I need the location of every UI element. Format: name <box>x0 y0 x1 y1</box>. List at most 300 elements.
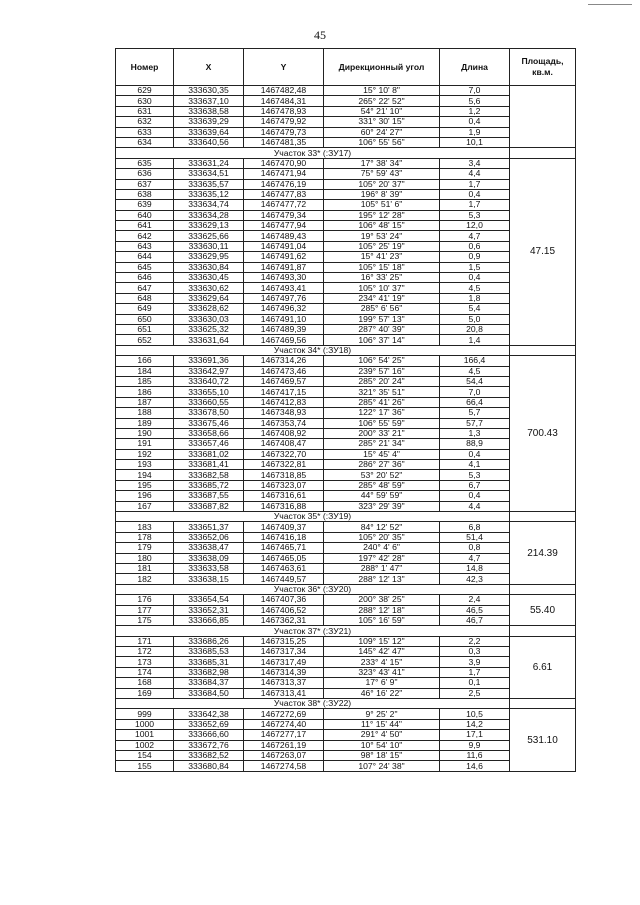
length: 12,0 <box>440 221 510 231</box>
coord-y: 1467482,48 <box>244 86 324 96</box>
coord-y: 1467471,94 <box>244 169 324 179</box>
coord-x: 333652,31 <box>174 605 244 615</box>
area-spacer <box>510 345 576 355</box>
table-row <box>116 356 576 366</box>
table-row <box>116 241 576 251</box>
table-row <box>116 283 576 293</box>
section-title: Участок 38* (:ЗУ22) <box>116 699 510 709</box>
direction-angle: 195° 12' 28" <box>324 210 440 220</box>
coord-x: 333638,15 <box>174 574 244 584</box>
coord-y: 1467470,90 <box>244 158 324 168</box>
length: 3,9 <box>440 657 510 667</box>
area-value: 55.40 <box>510 595 576 626</box>
direction-angle: 285° 20' 24" <box>324 376 440 386</box>
coord-x: 333640,56 <box>174 137 244 147</box>
coord-y: 1467261,19 <box>244 740 324 750</box>
length: 5,4 <box>440 304 510 314</box>
coord-x: 333682,58 <box>174 470 244 480</box>
length: 2,4 <box>440 595 510 605</box>
coord-x: 333631,24 <box>174 158 244 168</box>
length: 7,0 <box>440 86 510 96</box>
point-number: 187 <box>116 397 174 407</box>
coord-y: 1467477,83 <box>244 189 324 199</box>
direction-angle: 199° 57' 13" <box>324 314 440 324</box>
point-number: 185 <box>116 376 174 386</box>
coord-y: 1467277,17 <box>244 730 324 740</box>
table-row <box>116 117 576 127</box>
coord-x: 333631,64 <box>174 335 244 345</box>
point-number: 640 <box>116 210 174 220</box>
coord-y: 1467493,30 <box>244 273 324 283</box>
table-row <box>116 86 576 96</box>
point-number: 169 <box>116 688 174 698</box>
point-number: 177 <box>116 605 174 615</box>
direction-angle: 285° 41' 26" <box>324 397 440 407</box>
length: 166,4 <box>440 356 510 366</box>
direction-angle: 122° 17' 36" <box>324 408 440 418</box>
direction-angle: 46° 16' 22" <box>324 688 440 698</box>
length: 88,9 <box>440 439 510 449</box>
header-length: Длина <box>440 49 510 86</box>
length: 5,3 <box>440 470 510 480</box>
table-row <box>116 293 576 303</box>
table-row <box>116 376 576 386</box>
coord-x: 333639,64 <box>174 127 244 137</box>
direction-angle: 105° 51' 6" <box>324 200 440 210</box>
coord-x: 333642,97 <box>174 366 244 376</box>
direction-angle: 105° 25' 19" <box>324 241 440 251</box>
table-row <box>116 324 576 334</box>
direction-angle: 75° 59' 43" <box>324 169 440 179</box>
coord-x: 333666,85 <box>174 615 244 625</box>
table-row <box>116 730 576 740</box>
coord-x: 333630,35 <box>174 86 244 96</box>
direction-angle: 106° 55' 56" <box>324 137 440 147</box>
point-number: 639 <box>116 200 174 210</box>
point-number: 193 <box>116 460 174 470</box>
direction-angle: 285° 6' 56" <box>324 304 440 314</box>
coord-x: 333629,95 <box>174 252 244 262</box>
table-header-row <box>116 49 576 86</box>
coord-y: 1467493,41 <box>244 283 324 293</box>
point-number: 635 <box>116 158 174 168</box>
point-number: 651 <box>116 324 174 334</box>
coord-y: 1467479,73 <box>244 127 324 137</box>
coord-x: 333639,29 <box>174 117 244 127</box>
coord-x: 333680,84 <box>174 761 244 771</box>
table-row <box>116 480 576 490</box>
coord-x: 333682,52 <box>174 751 244 761</box>
table-row <box>116 158 576 168</box>
coord-y: 1467274,40 <box>244 719 324 729</box>
coord-x: 333684,50 <box>174 688 244 698</box>
direction-angle: 60° 24' 27" <box>324 127 440 137</box>
table-row <box>116 428 576 438</box>
table-row <box>116 678 576 688</box>
point-number: 632 <box>116 117 174 127</box>
section-title: Участок 35* (:ЗУ19) <box>116 512 510 522</box>
table-row <box>116 221 576 231</box>
length: 14,2 <box>440 719 510 729</box>
length: 0,9 <box>440 252 510 262</box>
direction-angle: 331° 30' 15" <box>324 117 440 127</box>
table-row <box>116 210 576 220</box>
direction-angle: 285° 48' 59" <box>324 480 440 490</box>
point-number: 194 <box>116 470 174 480</box>
coord-x: 333681,02 <box>174 449 244 459</box>
coord-y: 1467313,37 <box>244 678 324 688</box>
point-number: 154 <box>116 751 174 761</box>
section-title: Участок 34* (:ЗУ18) <box>116 345 510 355</box>
length: 4,4 <box>440 169 510 179</box>
area-spacer <box>510 699 576 709</box>
length: 11,6 <box>440 751 510 761</box>
table-row <box>116 387 576 397</box>
coord-y: 1467316,61 <box>244 491 324 501</box>
coord-x: 333686,26 <box>174 636 244 646</box>
coord-y: 1467463,61 <box>244 563 324 573</box>
point-number: 180 <box>116 553 174 563</box>
direction-angle: 291° 4' 50" <box>324 730 440 740</box>
coord-x: 333660,55 <box>174 397 244 407</box>
coord-x: 333678,50 <box>174 408 244 418</box>
length: 5,3 <box>440 210 510 220</box>
direction-angle: 323° 43' 41" <box>324 667 440 677</box>
length: 4,4 <box>440 501 510 511</box>
direction-angle: 145° 42' 47" <box>324 647 440 657</box>
direction-angle: 239° 57' 16" <box>324 366 440 376</box>
direction-angle: 19° 53' 24" <box>324 231 440 241</box>
point-number: 171 <box>116 636 174 646</box>
length: 4,7 <box>440 553 510 563</box>
table-row <box>116 449 576 459</box>
coord-x: 333654,54 <box>174 595 244 605</box>
point-number: 186 <box>116 387 174 397</box>
length: 1,7 <box>440 179 510 189</box>
coord-x: 333634,28 <box>174 210 244 220</box>
direction-angle: 17° 38' 34" <box>324 158 440 168</box>
coord-x: 333672,76 <box>174 740 244 750</box>
direction-angle: 10° 54' 10" <box>324 740 440 750</box>
section-title: Участок 37* (:ЗУ21) <box>116 626 510 636</box>
point-number: 167 <box>116 501 174 511</box>
coord-y: 1467496,32 <box>244 304 324 314</box>
coord-x: 333691,36 <box>174 356 244 366</box>
table-row <box>116 719 576 729</box>
table-row <box>116 179 576 189</box>
coord-y: 1467465,05 <box>244 553 324 563</box>
table-row <box>116 667 576 677</box>
table-row <box>116 532 576 542</box>
length: 6,8 <box>440 522 510 532</box>
length: 57,7 <box>440 418 510 428</box>
coord-x: 333682,98 <box>174 667 244 677</box>
point-number: 184 <box>116 366 174 376</box>
point-number: 631 <box>116 106 174 116</box>
length: 46,5 <box>440 605 510 615</box>
point-number: 633 <box>116 127 174 137</box>
direction-angle: 106° 54' 25" <box>324 356 440 366</box>
length: 0,4 <box>440 117 510 127</box>
table-row <box>116 491 576 501</box>
coord-y: 1467469,57 <box>244 376 324 386</box>
coord-x: 333651,37 <box>174 522 244 532</box>
direction-angle: 196° 8' 39" <box>324 189 440 199</box>
direction-angle: 106° 37' 14" <box>324 335 440 345</box>
coord-y: 1467469,56 <box>244 335 324 345</box>
coord-y: 1467491,87 <box>244 262 324 272</box>
point-number: 649 <box>116 304 174 314</box>
length: 0,4 <box>440 189 510 199</box>
point-number: 1001 <box>116 730 174 740</box>
table-row <box>116 657 576 667</box>
point-number: 176 <box>116 595 174 605</box>
coord-x: 333675,46 <box>174 418 244 428</box>
table-row <box>116 647 576 657</box>
point-number: 647 <box>116 283 174 293</box>
length: 46,7 <box>440 615 510 625</box>
coord-x: 333629,64 <box>174 293 244 303</box>
coord-x: 333630,45 <box>174 273 244 283</box>
coord-x: 333638,09 <box>174 553 244 563</box>
direction-angle: 105° 20' 37" <box>324 179 440 189</box>
table-row <box>116 522 576 532</box>
direction-angle: 285° 21' 34" <box>324 439 440 449</box>
coord-x: 333655,10 <box>174 387 244 397</box>
table-row <box>116 418 576 428</box>
direction-angle: 84° 12' 52" <box>324 522 440 532</box>
area-spacer <box>510 148 576 158</box>
direction-angle: 197° 42' 28" <box>324 553 440 563</box>
point-number: 181 <box>116 563 174 573</box>
table-row <box>116 439 576 449</box>
area-value <box>510 86 576 148</box>
header-angle: Дирекционный угол <box>324 49 440 86</box>
coord-y: 1467476,19 <box>244 179 324 189</box>
coord-y: 1467412,83 <box>244 397 324 407</box>
direction-angle: 287° 40' 39" <box>324 324 440 334</box>
length: 0,6 <box>440 241 510 251</box>
area-value: 214.39 <box>510 522 576 584</box>
table-row <box>116 709 576 719</box>
length: 1,7 <box>440 667 510 677</box>
coord-y: 1467316,88 <box>244 501 324 511</box>
table-row <box>116 408 576 418</box>
area-value: 47.15 <box>510 158 576 345</box>
coord-y: 1467407,36 <box>244 595 324 605</box>
direction-angle: 53° 20' 52" <box>324 470 440 480</box>
direction-angle: 106° 55' 59" <box>324 418 440 428</box>
table-row <box>116 314 576 324</box>
table-row <box>116 595 576 605</box>
point-number: 178 <box>116 532 174 542</box>
coord-y: 1467491,04 <box>244 241 324 251</box>
coord-y: 1467322,70 <box>244 449 324 459</box>
point-number: 644 <box>116 252 174 262</box>
coord-y: 1467477,94 <box>244 221 324 231</box>
coord-y: 1467323,07 <box>244 480 324 490</box>
length: 5,7 <box>440 408 510 418</box>
direction-angle: 288° 12' 18" <box>324 605 440 615</box>
point-number: 636 <box>116 169 174 179</box>
length: 4,5 <box>440 283 510 293</box>
coord-x: 333630,03 <box>174 314 244 324</box>
direction-angle: 233° 4' 15" <box>324 657 440 667</box>
point-number: 641 <box>116 221 174 231</box>
length: 7,0 <box>440 387 510 397</box>
section-title-row <box>116 699 576 709</box>
coord-y: 1467477,72 <box>244 200 324 210</box>
length: 14,6 <box>440 761 510 771</box>
coord-y: 1467317,34 <box>244 647 324 657</box>
length: 0,4 <box>440 449 510 459</box>
direction-angle: 109° 15' 12" <box>324 636 440 646</box>
coord-y: 1467481,35 <box>244 137 324 147</box>
direction-angle: 44° 59' 59" <box>324 491 440 501</box>
point-number: 173 <box>116 657 174 667</box>
coord-x: 333634,74 <box>174 200 244 210</box>
table-row <box>116 470 576 480</box>
length: 4,5 <box>440 366 510 376</box>
coord-y: 1467465,71 <box>244 543 324 553</box>
length: 5,6 <box>440 96 510 106</box>
coord-x: 333666,60 <box>174 730 244 740</box>
coord-x: 333635,12 <box>174 189 244 199</box>
coord-x: 333630,84 <box>174 262 244 272</box>
direction-angle: 54° 21' 10" <box>324 106 440 116</box>
coord-y: 1467479,92 <box>244 117 324 127</box>
coord-x: 333630,62 <box>174 283 244 293</box>
coord-y: 1467478,93 <box>244 106 324 116</box>
coord-y: 1467263,07 <box>244 751 324 761</box>
table-row <box>116 189 576 199</box>
direction-angle: 15° 41' 23" <box>324 252 440 262</box>
point-number: 191 <box>116 439 174 449</box>
point-number: 172 <box>116 647 174 657</box>
point-number: 168 <box>116 678 174 688</box>
point-number: 629 <box>116 86 174 96</box>
table-row <box>116 106 576 116</box>
point-number: 645 <box>116 262 174 272</box>
point-number: 188 <box>116 408 174 418</box>
coord-y: 1467489,43 <box>244 231 324 241</box>
length: 0,4 <box>440 491 510 501</box>
section-title-row <box>116 345 576 355</box>
length: 4,7 <box>440 231 510 241</box>
table-row <box>116 761 576 771</box>
point-number: 196 <box>116 491 174 501</box>
header-number: Номер <box>116 49 174 86</box>
area-spacer <box>510 584 576 594</box>
point-number: 642 <box>116 231 174 241</box>
point-number: 643 <box>116 241 174 251</box>
point-number: 634 <box>116 137 174 147</box>
coord-y: 1467408,92 <box>244 428 324 438</box>
table-body <box>116 86 576 772</box>
table-row <box>116 262 576 272</box>
area-spacer <box>510 512 576 522</box>
point-number: 637 <box>116 179 174 189</box>
table-row <box>116 688 576 698</box>
point-number: 183 <box>116 522 174 532</box>
direction-angle: 200° 38' 25" <box>324 595 440 605</box>
coord-x: 333637,10 <box>174 96 244 106</box>
direction-angle: 105° 10' 37" <box>324 283 440 293</box>
length: 0,1 <box>440 678 510 688</box>
coord-y: 1467318,85 <box>244 470 324 480</box>
point-number: 195 <box>116 480 174 490</box>
length: 1,9 <box>440 127 510 137</box>
length: 1,3 <box>440 428 510 438</box>
direction-angle: 234° 41' 19" <box>324 293 440 303</box>
coord-y: 1467491,10 <box>244 314 324 324</box>
length: 1,7 <box>440 200 510 210</box>
section-title-row <box>116 148 576 158</box>
coord-x: 333687,55 <box>174 491 244 501</box>
coord-y: 1467416,18 <box>244 532 324 542</box>
table-row <box>116 740 576 750</box>
coord-y: 1467315,25 <box>244 636 324 646</box>
coord-x: 333635,57 <box>174 179 244 189</box>
coord-x: 333684,37 <box>174 678 244 688</box>
direction-angle: 323° 29' 39" <box>324 501 440 511</box>
coord-x: 333638,47 <box>174 543 244 553</box>
corner-rule <box>588 4 632 5</box>
coord-y: 1467473,46 <box>244 366 324 376</box>
table-row <box>116 169 576 179</box>
header-y: Y <box>244 49 324 86</box>
point-number: 166 <box>116 356 174 366</box>
coord-y: 1467417,15 <box>244 387 324 397</box>
direction-angle: 15° 10' 8" <box>324 86 440 96</box>
coord-x: 333658,66 <box>174 428 244 438</box>
coord-y: 1467317,49 <box>244 657 324 667</box>
page-number: 45 <box>314 28 326 42</box>
point-number: 189 <box>116 418 174 428</box>
coord-y: 1467322,81 <box>244 460 324 470</box>
coord-x: 333685,53 <box>174 647 244 657</box>
coord-x: 333681,41 <box>174 460 244 470</box>
coord-y: 1467409,37 <box>244 522 324 532</box>
point-number: 999 <box>116 709 174 719</box>
point-number: 1000 <box>116 719 174 729</box>
coord-y: 1467484,31 <box>244 96 324 106</box>
table-row <box>116 127 576 137</box>
coord-x: 333634,51 <box>174 169 244 179</box>
table-row <box>116 636 576 646</box>
point-number: 646 <box>116 273 174 283</box>
table-row <box>116 252 576 262</box>
length: 9,9 <box>440 740 510 750</box>
length: 4,1 <box>440 460 510 470</box>
table-row <box>116 366 576 376</box>
length: 51,4 <box>440 532 510 542</box>
direction-angle: 9° 25' 2" <box>324 709 440 719</box>
table-row <box>116 751 576 761</box>
table-row <box>116 543 576 553</box>
direction-angle: 105° 20' 35" <box>324 532 440 542</box>
coord-y: 1467449,57 <box>244 574 324 584</box>
coord-x: 333652,06 <box>174 532 244 542</box>
direction-angle: 98° 18' 15" <box>324 751 440 761</box>
length: 20,8 <box>440 324 510 334</box>
section-title-row <box>116 584 576 594</box>
coord-x: 333638,58 <box>174 106 244 116</box>
length: 6,7 <box>440 480 510 490</box>
coord-y: 1467353,74 <box>244 418 324 428</box>
coord-y: 1467497,76 <box>244 293 324 303</box>
coord-x: 333652,69 <box>174 719 244 729</box>
